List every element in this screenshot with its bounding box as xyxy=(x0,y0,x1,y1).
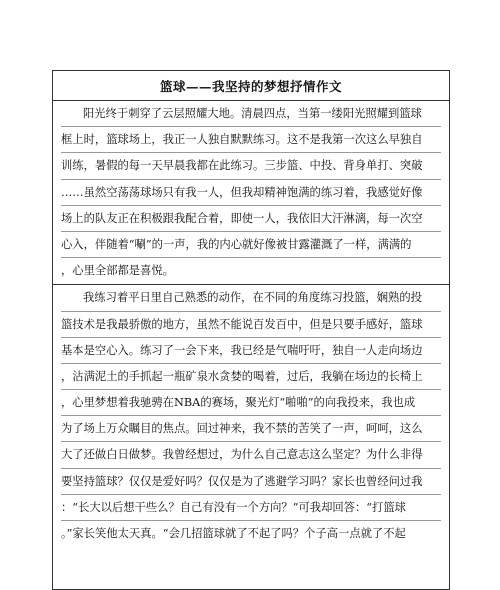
text-line: ，沾满泥土的手抓起一瓶矿泉水贪婪的喝着，过后，我躺在场边的长椅上 xyxy=(61,364,441,390)
text-line: 基本是空心入。练习了一会下来，我已经是气喘吁吁，独自一人走向场边 xyxy=(61,338,441,364)
text-line: 我练习着平日里自己熟悉的动作，在不同的角度练习投篮，娴熟的投 xyxy=(61,285,441,311)
text-line: 篮技术是我最骄傲的地方，虽然不能说百发百中，但是只要手感好，篮球 xyxy=(61,312,441,338)
text-line: 心入，伴随着“唰”的一声，我的内心就好像被甘露灌溉了一样，满满的 xyxy=(61,232,441,258)
text-line: 为了场上万众瞩目的焦点。回过神来，我不禁的苦笑了一声，呵呵，这么 xyxy=(61,416,441,442)
text-line: 框上时，篮球场上，我正一人独自默默练习。这不是我第一次这么早独自 xyxy=(61,127,441,153)
text-line: 要坚持篮球？仅仅是爱好吗？仅仅是为了逃避学习吗？家长也曾经问过我 xyxy=(61,469,441,495)
text-line: ：“长大以后想干些么？自己有没有一个方向？”可我却回答：“打篮球 xyxy=(61,495,441,521)
essay-table xyxy=(52,70,450,590)
text-line: ……虽然空荡荡球场只有我一人，但我却精神饱满的练习着，我感觉好像 xyxy=(61,180,441,206)
text-line: ，心里梦想着我驰骋在NBA的赛场，聚光灯“啪啪”的向我投来，我也成 xyxy=(61,390,441,416)
paragraph-2 xyxy=(53,285,449,547)
text-line: 。”家长笑他太天真。“会几招篮球就了不起了吗？个子高一点就了不起 xyxy=(61,527,406,540)
text-line: ，心里全部都是喜悦。 xyxy=(61,264,174,278)
text-line: 阳光终于刺穿了云层照耀大地。清晨四点，当第一缕阳光照耀到篮球 xyxy=(61,101,441,127)
text-line: 大了还做白日做梦。我曾经想过，为什么自己意志这么坚定？为什么非得 xyxy=(61,442,441,468)
title-row xyxy=(53,71,449,101)
essay-title: 篮球——我坚持的梦想抒情作文 xyxy=(159,78,342,94)
text-line: 训练，暑假的每一天早晨我都在此练习。三步篮、中投、背身单打、突破 xyxy=(61,153,441,179)
text-line: 场上的队友正在积极跟我配合着，即使一人，我依旧大汗淋漓，每一次空 xyxy=(61,206,441,232)
paragraph-1 xyxy=(53,101,449,285)
